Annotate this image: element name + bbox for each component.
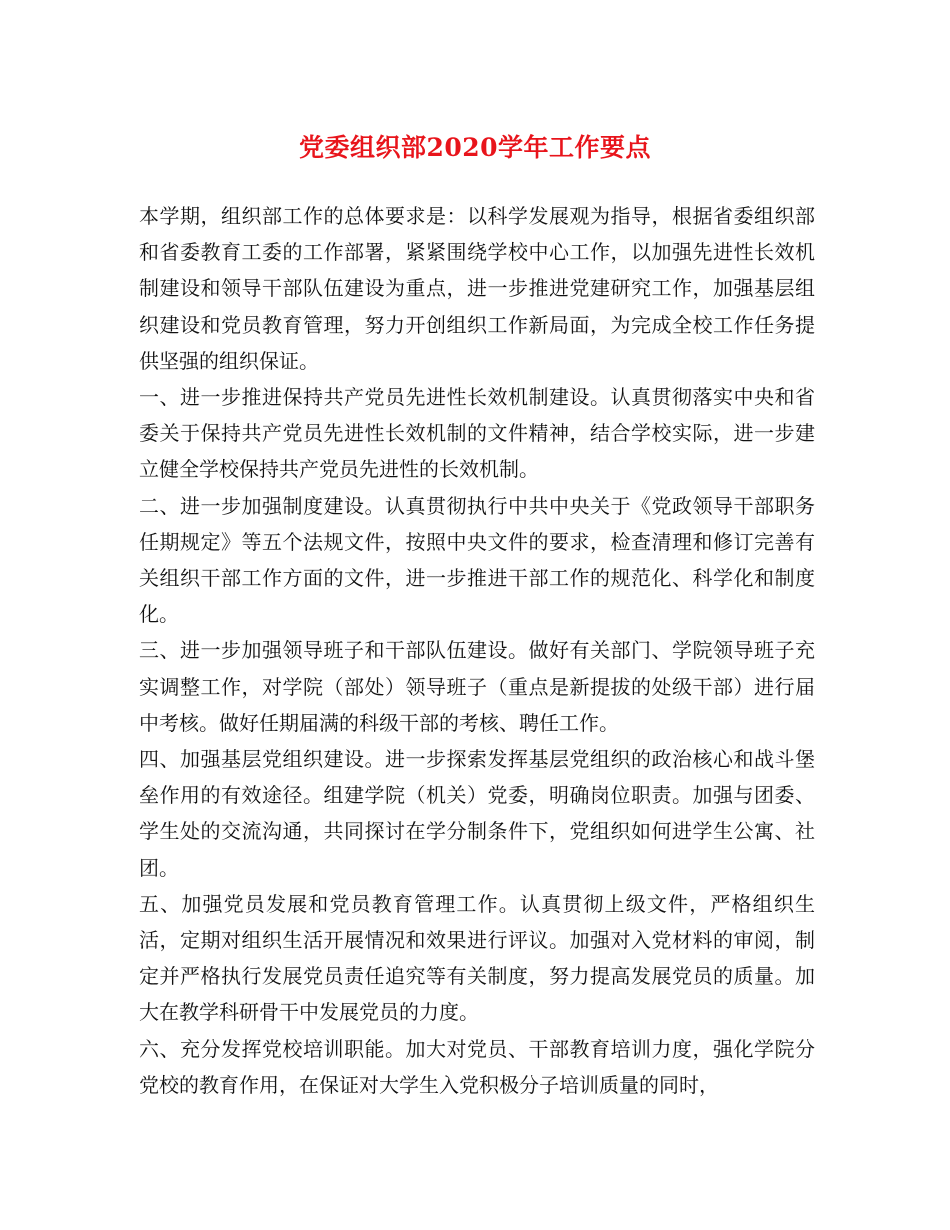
paragraph-intro: 本学期，组织部工作的总体要求是：以科学发展观为指导，根据省委组织部和省委教育工委的工作部署，紧紧围绕学校中心工作，以加强先进性长效机制建设和领导干部队伍建设为重点，进一步推进党建研究工作，加强基层组织建设和党员教育管理，努力开创组织工作新局面，为完成全校工作任务提供坚强的组织保证。: [139, 204, 815, 373]
paragraph-item-1: 一、进一步推进保持共产党员先进性长效机制建设。认真贯彻落实中央和省委关于保持共产党员先进性长效机制的文件精神，结合学校实际，进一步建立健全学校保持共产党员先进性的长效机制。: [139, 385, 815, 482]
paragraph-item-4: 四、加强基层党组织建设。进一步探索发挥基层党组织的政治核心和战斗堡垒作用的有效途径。组建学院（机关）党委，明确岗位职责。加强与团委、学生处的交流沟通，共同探讨在学分制条件下，党组织如何进学生公寓、社团。: [139, 747, 815, 880]
paragraph-item-2: 二、进一步加强制度建设。认真贯彻执行中共中央关于《党政领导干部职务任期规定》等五个法规文件，按照中央文件的要求，检查清理和修订完善有关组织干部工作方面的文件，进一步推进干部工作的规范化、科学化和制度化。: [139, 493, 815, 627]
document-body: [139, 198, 815, 1103]
document-title: 党委组织部2020学年工作要点: [298, 133, 652, 162]
paragraph-item-5: 五、加强党员发展和党员教育管理工作。认真贯彻上级文件，严格组织生活，定期对组织生活开展情况和效果进行评议。加强对入党材料的审阅，制定并严格执行发展党员责任追究等有关制度，努力提高发展党员的质量。加大在教学科研骨干中发展党员的力度。: [139, 891, 815, 1025]
paragraph-item-3: 三、进一步加强领导班子和干部队伍建设。做好有关部门、学院领导班子充实调整工作，对学院（部处）领导班子（重点是新提拔的处级干部）进行届中考核。做好任期届满的科级干部的考核、聘任工作。: [139, 638, 815, 735]
paragraph-item-6: 六、充分发挥党校培训职能。加大对党员、干部教育培训力度，强化学院分党校的教育作用，在保证对大学生入党积极分子培训质量的同时，: [139, 1036, 815, 1097]
